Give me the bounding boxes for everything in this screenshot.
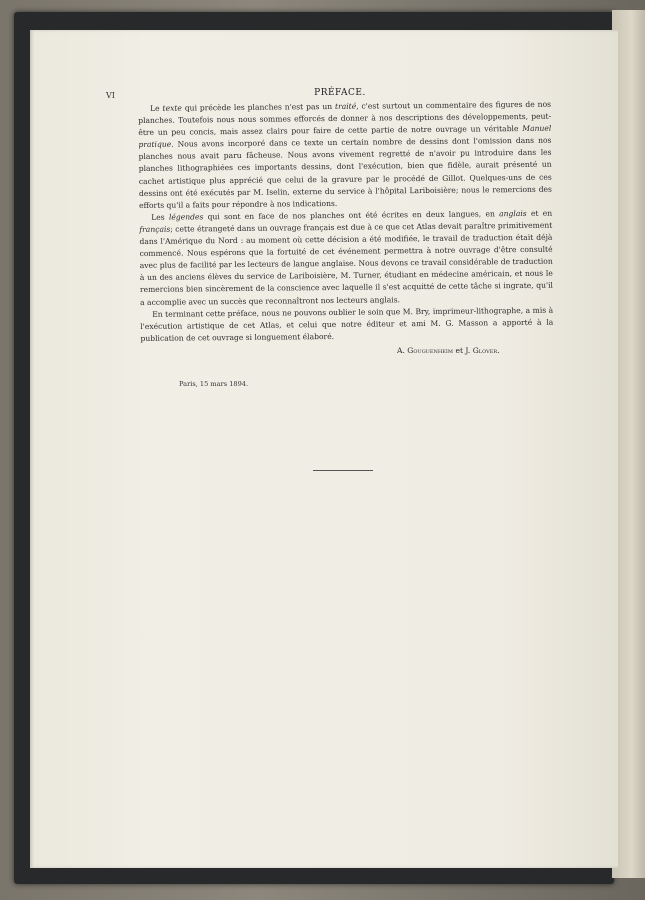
text-run: et en bbox=[526, 208, 553, 218]
author-joiner: et bbox=[453, 346, 466, 355]
italic-run: Manuel pratique bbox=[138, 123, 552, 150]
text-run: , c'est surtout un commentaire des figures de nos planches. Toutefois nous nous sommes efforcés de donner à nos descriptions des développements, peut-être un peu concis, mais assez clairs pour faire de cette partie de notre ouvrage un véritable bbox=[138, 99, 552, 138]
italic-run: texte bbox=[162, 103, 182, 113]
italic-run: légendes bbox=[168, 212, 204, 222]
text-run: Le bbox=[150, 103, 163, 113]
italic-run: anglais bbox=[499, 208, 527, 219]
paragraph-2 bbox=[139, 208, 553, 309]
page-title: PRÉFACE. bbox=[314, 88, 366, 98]
date-line: Paris, 15 mars 1894. bbox=[179, 380, 249, 388]
signature bbox=[397, 346, 500, 355]
author-1: A. Gouguenheim bbox=[397, 346, 454, 355]
text-run: Les bbox=[151, 212, 169, 222]
author-2: J. Glover bbox=[465, 346, 498, 355]
italic-run: traité bbox=[334, 101, 357, 111]
text-run: . Nous avons incorporé dans ce texte un certain nombre de dessins dont l'omission dans nos planches nous avait paru fâcheuse. Nous avons vivement regretté de n'avoir pu introduire dans les planches lithographiées ces importants dessins, dont l'exécution, bien que fidèle, aurait présenté un cachet artistique plus apprécié que celui de la gravure par le procédé de Gillot. Quelques-uns de ces dessins ont été exécutés par M. Iselin, externe du service à l'hôpital Lariboisière; nous le remercions des efforts qu'il a faits pour répondre à nos indications. bbox=[138, 135, 552, 210]
text-run: qui précède les planches n'est pas un bbox=[181, 101, 336, 113]
preface-body bbox=[138, 99, 554, 345]
paragraph-1 bbox=[138, 99, 552, 212]
signature-end: . bbox=[497, 346, 500, 355]
page-number: VI bbox=[106, 91, 115, 100]
italic-run: français bbox=[139, 224, 171, 234]
closing-rule bbox=[313, 470, 373, 471]
text-run: qui sont en face de nos planches ont été écrites en deux langues, en bbox=[203, 209, 500, 222]
text-run: ; cette étrangeté dans un ouvrage français est due à ce que cet Atlas devait paraître primitivement dans l'Amérique du Nord : au moment où cette décision a été modifiée, le travail de traduction était déjà commencé. Nous espérons que la fortuité de cet événement permettra à notre ouvrage d'être consulté avec plus de facilité par les lecteurs de langue anglaise. Nous devons ce travail considérable de traduction à un des anciens élèves du service de Lariboisière, M. Turner, étudiant en médecine américain, et nous le remercions bien sincèrement de la conscience avec laquelle il s'est acquitté de cette tâche si ingrate, qu'il a accomplie avec un succès que reconnaîtront nos lecteurs anglais. bbox=[139, 220, 553, 307]
paragraph-3: En terminant cette préface, nous ne pouvons oublier le soin que M. Bry, imprimeur-lithographe, a mis à l'exécution artistique de cet Atlas, et celui que notre éditeur et ami M. G. Masson a apporté à la publication de cet ouvrage si longuement élaboré. bbox=[140, 305, 554, 343]
